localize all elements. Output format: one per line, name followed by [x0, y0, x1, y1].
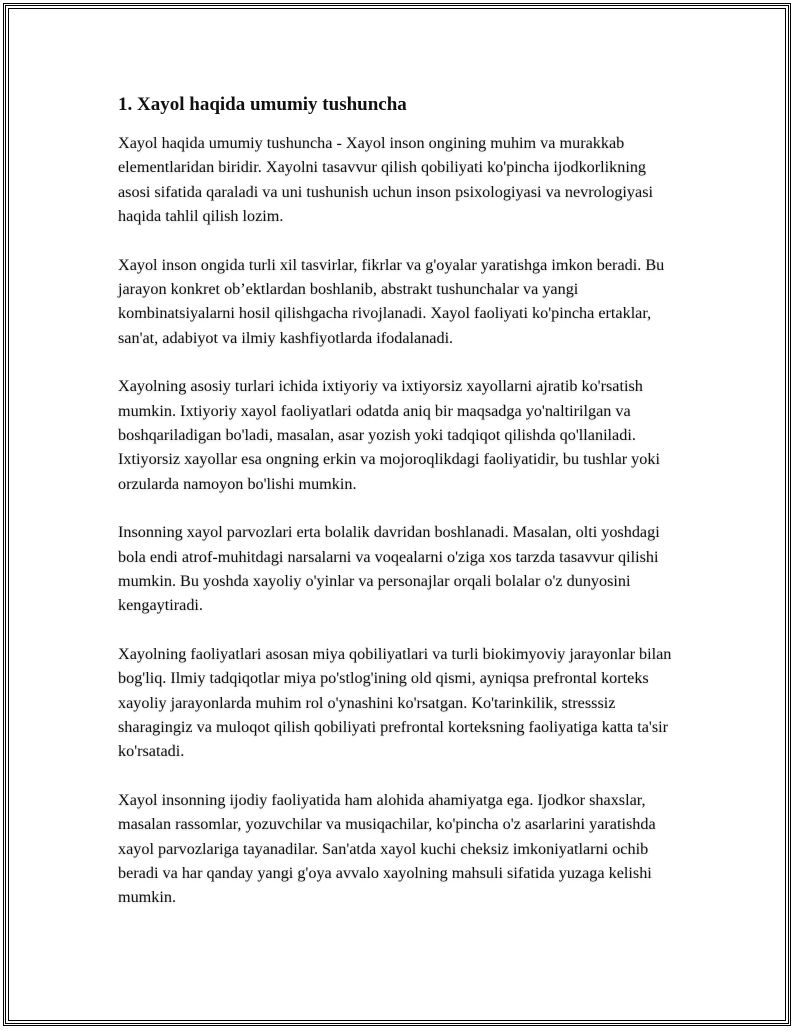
paragraph-4: Insonning xayol parvozlari erta bolalik davridan boshlanadi. Masalan, olti yoshdagi bola endi atrof-muhitdagi narsalarni va voqealarni o'ziga xos tarzda tasavvur qilishi mumkin. Bu yoshda xayoliy o'yinlar va personajlar orqali bolalar o'z dunyosini kengaytiradi. — [118, 523, 660, 615]
section-heading: 1. Xayol haqida umumiy tushuncha — [118, 94, 407, 115]
paragraph-3: Xayolning asosiy turlari ichida ixtiyoriy va ixtiyorsiz xayollarni ajratib ko'rsatish mumkin. Ixtiyoriy xayol faoliyatlari odatda aniq bir maqsadga yo'naltirilgan va boshqariladigan bo'ladi, masalan, asar yozish yoki tadqiqot qilishda qo'llaniladi. Ixtiyorsiz xayollar esa ongning erkin va mojoroqlikdagi faoliyatidir, bu tushlar yoki orzularda namoyon bo'lishi mumkin. — [118, 377, 660, 493]
document-body — [118, 92, 678, 934]
paragraph-5: Xayolning faoliyatlari asosan miya qobiliyatlari va turli biokimyoviy jarayonlar bilan bog'liq. Ilmiy tadqiqotlar miya po'stlog'ining old qismi, ayniqsa prefrontal korteks xayoliy jarayonlarda muhim rol o'ynashini ko'rsatgan. Ko'tarinkilik, stresssiz sharagingiz va muloqot qilish qobiliyati prefrontal korteksning faoliyatiga katta ta'sir ko'rsatadi. — [118, 645, 672, 761]
paragraph-1: Xayol haqida umumiy tushuncha - Xayol inson ongining muhim va murakkab elementlaridan biridir. Xayolni tasavvur qilish qobiliyati ko'pincha ijodkorlikning asosi sifatida qaraladi va uni tushunish uchun inson psixologiyasi va nevrologiyasi haqida tahlil qilish lozim. — [118, 134, 654, 225]
paragraph-6: Xayol insonning ijodiy faoliyatida ham alohida ahamiyatga ega. Ijodkor shaxslar, masalan rassomlar, yozuvchilar va musiqachilar, ko'pincha o'z asarlarini yaratishda xayol parvozlariga tayanadilar. San'atda xayol kuchi cheksiz imkoniyatlarni ochib beradi va har qanday yangi g'oya avvalo xayolning mahsuli sifatida yuzaga kelishi mumkin. — [118, 791, 656, 907]
paragraph-2: Xayol inson ongida turli xil tasvirlar, fikrlar va g'oyalar yaratishga imkon beradi. Bu jarayon konkret ob’ektlardan boshlanib, abstrakt tushunchalar va yangi kombinatsiyalarni hosil qilishgacha rivojlanadi. Xayol faoliyati ko'pincha ertaklar, san'at, adabiyot va ilmiy kashfiyotlarda ifodalanadi. — [118, 255, 665, 347]
